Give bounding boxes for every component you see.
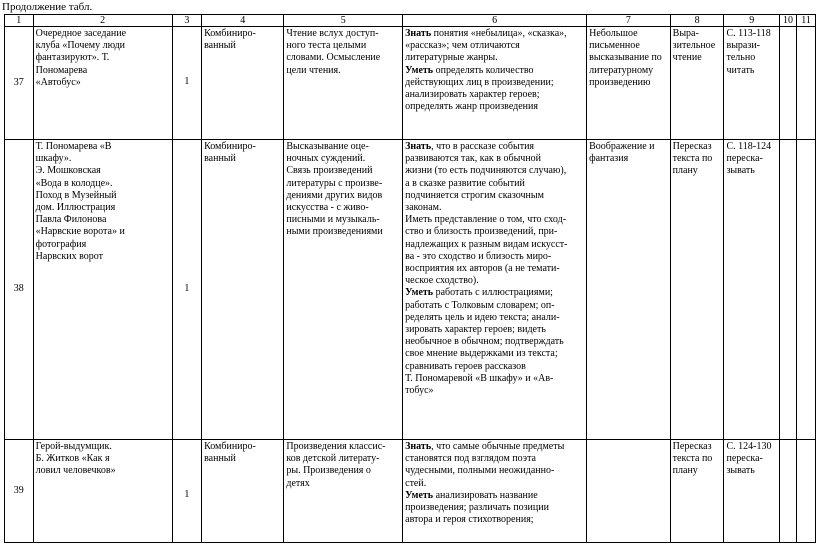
column-11-cell	[797, 440, 816, 543]
lesson-creative-line: высказывание по	[589, 52, 662, 64]
requirement-text: «рассказ»; чем отличаются	[405, 40, 520, 52]
header-cell: 4	[202, 15, 284, 27]
requirement-line	[405, 312, 584, 324]
lesson-plan-table	[4, 14, 816, 543]
lesson-control	[670, 140, 724, 440]
lesson-creative-line: Небольшое	[589, 28, 638, 39]
lesson-control-line: чтение	[672, 52, 702, 64]
lesson-type-line: ванный	[204, 40, 236, 52]
lesson-topic-line: Т. Пономарева «В	[35, 141, 112, 152]
lesson-hours-value: 1	[184, 76, 190, 87]
lesson-content-line: Связь произведений	[286, 165, 373, 177]
requirement-line	[405, 441, 584, 453]
lesson-homework-line: С. 124-130	[726, 441, 772, 452]
requirement-keyword: Уметь	[405, 64, 434, 76]
lesson-topic-line: Пономарева	[35, 64, 88, 76]
requirement-text: зировать характер героев; видеть	[405, 324, 546, 336]
requirement-line	[405, 239, 584, 251]
requirement-text: ческое сходство).	[405, 275, 479, 287]
lesson-control-line: текста по	[672, 453, 713, 465]
lesson-row	[5, 140, 816, 440]
column-10-cell	[780, 27, 797, 140]
lesson-number: 39	[5, 440, 34, 543]
lesson-homework-line: зывать	[726, 465, 755, 477]
requirement-line	[405, 348, 584, 360]
requirement-line	[405, 478, 584, 490]
requirement-text: определять количество	[433, 64, 534, 76]
requirement-line	[405, 65, 584, 77]
lesson-topic-line: Павла Филонова	[35, 214, 107, 226]
requirement-line	[405, 514, 584, 526]
lesson-topic-line: клуба «Почему люди	[35, 40, 126, 52]
lesson-topic	[33, 27, 172, 140]
requirement-keyword: Знать	[405, 441, 432, 452]
lesson-requirements	[403, 440, 587, 543]
requirement-text: ределять цель и идею текста; анали-	[405, 311, 560, 323]
requirement-text: законам.	[405, 202, 442, 214]
requirement-keyword: Знать	[405, 28, 432, 39]
lesson-creative-line: Воображение и	[589, 141, 655, 152]
header-cell: 8	[670, 15, 724, 27]
lesson-topic	[33, 140, 172, 440]
header-cell: 2	[33, 15, 172, 27]
lesson-creative-line: письменное	[589, 40, 640, 52]
header-cell: 10	[780, 15, 797, 27]
lesson-content-line: детях	[286, 477, 310, 489]
lesson-row	[5, 440, 816, 543]
requirement-line	[405, 361, 584, 373]
lesson-topic-line: ловил человечков»	[35, 465, 116, 477]
lesson-creative-line: фантазия	[589, 153, 629, 165]
requirement-line	[405, 465, 584, 477]
lesson-topic-line: «Нарвские ворота» и	[35, 226, 125, 238]
requirement-text: подчиняется строгим сказочным	[405, 189, 544, 201]
lesson-homework-line: читать	[726, 64, 755, 76]
lesson-hours	[172, 140, 201, 440]
requirement-line	[405, 453, 584, 465]
lesson-content-line: словами. Осмысление	[286, 52, 381, 64]
lesson-content	[284, 140, 403, 440]
lesson-creative	[587, 440, 671, 543]
requirement-line	[405, 300, 584, 312]
header-cell: 9	[724, 15, 780, 27]
lesson-row	[5, 27, 816, 140]
requirement-text: чудесными, полными неожиданно-	[405, 465, 555, 477]
header-cell: 6	[403, 15, 587, 27]
lesson-control-line: плану	[672, 165, 698, 177]
column-11-cell	[797, 140, 816, 440]
lesson-requirements	[403, 27, 587, 140]
lesson-homework	[724, 440, 780, 543]
requirement-text: анализировать характер героев;	[405, 89, 540, 101]
requirement-text: стей.	[405, 477, 427, 489]
lesson-creative-line: произведению	[589, 76, 651, 88]
lesson-content-line: литературы с произве-	[286, 177, 383, 189]
requirement-line	[405, 373, 584, 385]
requirement-text: надлежащих к разным видам искусст-	[405, 238, 568, 250]
header-cell: 11	[797, 15, 816, 27]
lesson-hours	[172, 27, 201, 140]
lesson-content-line: Чтение вслух доступ-	[286, 28, 379, 39]
header-cell: 5	[284, 15, 403, 27]
lesson-control-line: Пересказ	[672, 441, 712, 452]
requirement-line	[405, 89, 584, 101]
column-11-cell	[797, 27, 816, 140]
requirement-text: тобус»	[405, 385, 434, 397]
requirement-line	[405, 153, 584, 165]
lesson-hours-value: 1	[184, 283, 190, 294]
lesson-content-line: искусства - с живо-	[286, 202, 369, 214]
requirement-line	[405, 251, 584, 263]
requirement-line	[405, 263, 584, 275]
requirement-text: развиваются так, как в обычной	[405, 153, 542, 165]
requirement-text: определять жанр произведения	[405, 101, 538, 113]
requirement-line	[405, 324, 584, 336]
requirement-text: восприятия их авторов (а не темати-	[405, 263, 560, 275]
requirement-text: Т. Пономаревой «В шкафу» и «Ав-	[405, 372, 554, 384]
requirement-text: необычное в обычном; подтверждать	[405, 336, 564, 348]
lesson-content-line: ного теста целыми	[286, 40, 367, 52]
requirement-line	[405, 165, 584, 177]
requirement-text: работать с иллюстрациями;	[433, 287, 553, 299]
lesson-creative-line: литературному	[589, 64, 654, 76]
requirement-line	[405, 202, 584, 214]
requirement-line	[405, 101, 584, 113]
lesson-type-line: Комбиниро-	[204, 141, 256, 152]
requirement-text: ва - это сходство и близость миро-	[405, 250, 552, 262]
requirement-text: автора и героя стихотворения;	[405, 514, 534, 526]
requirement-text: анализировать название	[433, 489, 538, 501]
lesson-type	[202, 27, 284, 140]
column-10-cell	[780, 140, 797, 440]
requirement-text: , что самые обычные предметы	[431, 441, 565, 452]
requirement-line	[405, 490, 584, 502]
requirement-text: Иметь представление о том, что сход-	[405, 214, 567, 226]
lesson-topic-line: Э. Мошковская	[35, 165, 101, 177]
lesson-homework-line: переска-	[726, 153, 763, 165]
lesson-homework-line: переска-	[726, 453, 763, 465]
lesson-topic-line: фантазируют». Т.	[35, 52, 110, 64]
requirement-text: литературные жанры.	[405, 52, 498, 64]
lesson-homework-line: вырази-	[726, 40, 760, 52]
requirement-line	[405, 275, 584, 287]
lesson-topic-line: шкафу».	[35, 153, 72, 165]
lesson-hours	[172, 440, 201, 543]
column-10-cell	[780, 440, 797, 543]
requirement-text: свое мнение выдержками из текста;	[405, 348, 558, 360]
lesson-control-line: зительное	[672, 40, 716, 52]
lesson-content-line: цели чтения.	[286, 64, 341, 76]
lesson-homework-line: С. 118-124	[726, 141, 772, 152]
table-caption: Продолжение табл.	[2, 1, 93, 13]
lesson-homework-line: тельно	[726, 52, 756, 64]
lesson-content-line: ными произведениями	[286, 226, 383, 238]
requirement-line	[405, 40, 584, 52]
requirement-keyword: Уметь	[405, 489, 434, 501]
requirement-text: ство и близость произведений, при-	[405, 226, 558, 238]
lesson-content-line: Высказывание оце-	[286, 141, 369, 152]
lesson-topic-line: Нарвских ворот	[35, 250, 103, 262]
lesson-content-line: ков детской литерату-	[286, 453, 380, 465]
lesson-type-line: ванный	[204, 153, 236, 165]
lesson-content-line: дениями других видов	[286, 189, 383, 201]
lesson-content-line: Произведения классис-	[286, 441, 386, 452]
requirement-text: понятия «небылица», «сказка»,	[431, 28, 567, 39]
lesson-type-line: ванный	[204, 453, 236, 465]
requirement-line	[405, 385, 584, 397]
lesson-number: 38	[5, 140, 34, 440]
header-cell: 1	[5, 15, 34, 27]
requirement-keyword: Уметь	[405, 287, 434, 299]
requirement-text: , что в рассказе события	[431, 141, 535, 152]
lesson-topic-line: Б. Житков «Как я	[35, 453, 110, 465]
lesson-number: 37	[5, 27, 34, 140]
lesson-content-line: ночных суждений.	[286, 153, 366, 165]
requirement-line	[405, 77, 584, 89]
requirement-line	[405, 287, 584, 299]
lesson-topic-line: Герой-выдумщик.	[35, 441, 112, 452]
lesson-control-line: Выра-	[672, 28, 699, 39]
requirement-line	[405, 52, 584, 64]
lesson-content-line: ры. Произведения о	[286, 465, 371, 477]
lesson-type-line: Комбиниро-	[204, 441, 256, 452]
requirement-text: жизни (то есть подчиняются случаю),	[405, 165, 567, 177]
requirement-line	[405, 214, 584, 226]
lesson-topic-line: «Вода в колодце».	[35, 177, 113, 189]
requirement-text: становятся под взглядом поэта	[405, 453, 536, 465]
lesson-topic-line: Очередное заседание	[35, 28, 127, 39]
lesson-topic-line: «Автобус»	[35, 76, 81, 88]
requirement-line	[405, 226, 584, 238]
lesson-content	[284, 440, 403, 543]
lesson-control-line: плану	[672, 465, 698, 477]
lesson-creative	[587, 27, 671, 140]
lesson-topic-line: фотография	[35, 238, 87, 250]
requirement-line	[405, 336, 584, 348]
lesson-requirements	[403, 140, 587, 440]
lesson-control-line: текста по	[672, 153, 713, 165]
header-cell: 7	[587, 15, 671, 27]
lesson-control	[670, 440, 724, 543]
requirement-text: сравнивать героев рассказов	[405, 360, 526, 372]
lesson-topic-line: Поход в Музейный	[35, 189, 117, 201]
lesson-homework	[724, 140, 780, 440]
header-cell: 3	[172, 15, 201, 27]
lesson-type	[202, 440, 284, 543]
requirement-text: работать с Толковым словарем; оп-	[405, 299, 555, 311]
lesson-topic	[33, 440, 172, 543]
lesson-content	[284, 27, 403, 140]
lesson-hours-value: 1	[184, 489, 190, 500]
lesson-homework	[724, 27, 780, 140]
lesson-homework-line: С. 113-118	[726, 28, 771, 39]
lesson-topic-line: дом. Иллюстрация	[35, 202, 116, 214]
requirement-line	[405, 178, 584, 190]
requirement-line	[405, 190, 584, 202]
requirement-keyword: Знать	[405, 141, 432, 152]
lesson-control-line: Пересказ	[672, 141, 712, 152]
lesson-type-line: Комбиниро-	[204, 28, 256, 39]
lesson-control	[670, 27, 724, 140]
lesson-content-line: писными и музыкаль-	[286, 214, 380, 226]
requirement-line	[405, 28, 584, 40]
requirement-text: а в сказке развитие событий	[405, 177, 525, 189]
lesson-creative	[587, 140, 671, 440]
requirement-text: произведения; различать позиции	[405, 502, 549, 514]
requirement-line	[405, 502, 584, 514]
lesson-type	[202, 140, 284, 440]
requirement-line	[405, 141, 584, 153]
requirement-text: действующих лиц в произведении;	[405, 76, 554, 88]
lesson-homework-line: зывать	[726, 165, 755, 177]
header-row	[5, 15, 816, 27]
